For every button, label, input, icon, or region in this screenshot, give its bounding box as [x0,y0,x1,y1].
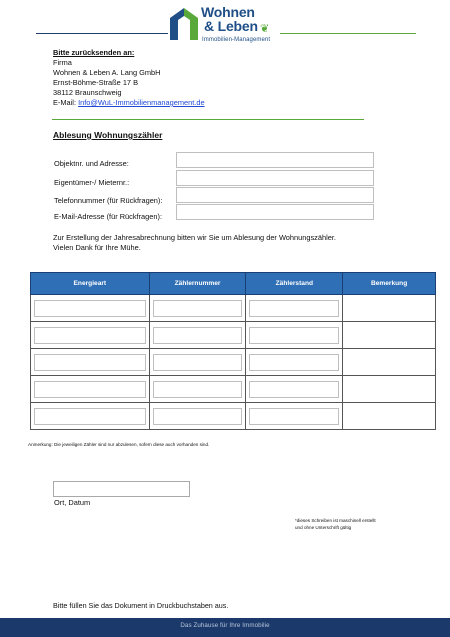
meter-reading-cell[interactable] [249,327,339,344]
energy-type-cell[interactable] [34,327,146,344]
email-address-label: E-Mail-Adresse (für Rückfragen): [54,212,163,221]
table-row [31,322,436,349]
section-divider [52,119,364,120]
header-rule-left [36,33,168,34]
return-address [53,48,205,108]
form-title: Ablesung Wohnungszähler [53,130,163,140]
block-letters-instruction: Bitte füllen Sie das Dokument in Druckbuchstaben aus. [53,601,229,610]
email-label: E-Mail: [53,98,76,107]
intro-line: Vielen Dank für Ihre Mühe. [53,243,141,252]
meter-number-cell[interactable] [153,354,243,371]
energy-type-cell[interactable] [34,300,146,317]
remark-cell[interactable] [343,295,436,322]
table-row [31,376,436,403]
email-link[interactable]: Info@WuL-Immobilienmanagement.de [78,98,205,107]
table-row [31,349,436,376]
energy-type-cell[interactable] [34,354,146,371]
remark-cell[interactable] [343,403,436,430]
place-date-label: Ort, Datum [54,498,91,507]
meter-number-cell[interactable] [153,381,243,398]
column-header-remark: Bemerkung [343,273,436,295]
footer-bar [0,618,450,637]
object-address-input[interactable] [176,152,374,168]
meter-note: Anmerkung: Die jeweiligen Zähler sind nur abzulesen, sofern diese auch vorhanden sind. [28,442,210,447]
address-line: Ernst-Böhme-Straße 17 B [53,78,139,87]
house-logo-icon [168,4,200,44]
column-header-meter-reading: Zählerstand [246,273,343,295]
meter-number-cell[interactable] [153,327,243,344]
object-address-label: Objektnr. und Adresse: [54,159,129,168]
table-row [31,295,436,322]
meter-table [30,272,436,430]
energy-type-cell[interactable] [34,408,146,425]
address-line: Firma [53,58,72,67]
intro-line: Zur Erstellung der Jahresabrechnung bitten wir Sie um Ablesung der Wohnungszähler. [53,233,336,242]
meter-reading-cell[interactable] [249,381,339,398]
energy-type-cell[interactable] [34,381,146,398]
header-rule-right [280,33,416,34]
meter-reading-cell[interactable] [249,354,339,371]
email-address-input[interactable] [176,204,374,220]
logo-wordmark-line1: Wohnen [201,4,255,20]
column-header-meter-number: Zählernummer [149,273,246,295]
meter-reading-cell[interactable] [249,300,339,317]
phone-input[interactable] [176,187,374,203]
meter-number-cell[interactable] [153,300,243,317]
remark-cell[interactable] [343,349,436,376]
logo-wordmark-line2: & Leben [204,18,258,34]
intro-text [53,233,336,253]
place-date-input[interactable] [53,481,190,497]
machine-generated-disclaimer [295,517,376,531]
table-row [31,403,436,430]
address-line: Wohnen & Leben A. Lang GmbH [53,68,161,77]
footer-slogan: Das Zuhause für Ihre Immobilie [180,622,270,629]
meter-reading-cell[interactable] [249,408,339,425]
remark-cell[interactable] [343,322,436,349]
company-logo [168,4,280,44]
meter-number-cell[interactable] [153,408,243,425]
return-address-heading: Bitte zurücksenden an: [53,48,135,57]
table-header-row [31,273,436,295]
owner-tenant-number-label: Eigentümer-/ Mieternr.: [54,178,130,187]
email-line [53,98,205,108]
remark-cell[interactable] [343,376,436,403]
owner-tenant-number-input[interactable] [176,170,374,186]
disclaimer-line: und ohne Unterschrift gültig [295,525,352,530]
disclaimer-line: *dieses Schreiben ist maschinell erstellt [295,518,376,523]
column-header-energy-type: Energieart [31,273,150,295]
leaf-icon: ❦ [260,23,270,35]
logo-tagline: Immobilien-Management [202,37,271,43]
phone-label: Telefonnummer (für Rückfragen): [54,196,163,205]
address-line: 38112 Braunschweig [53,88,122,97]
